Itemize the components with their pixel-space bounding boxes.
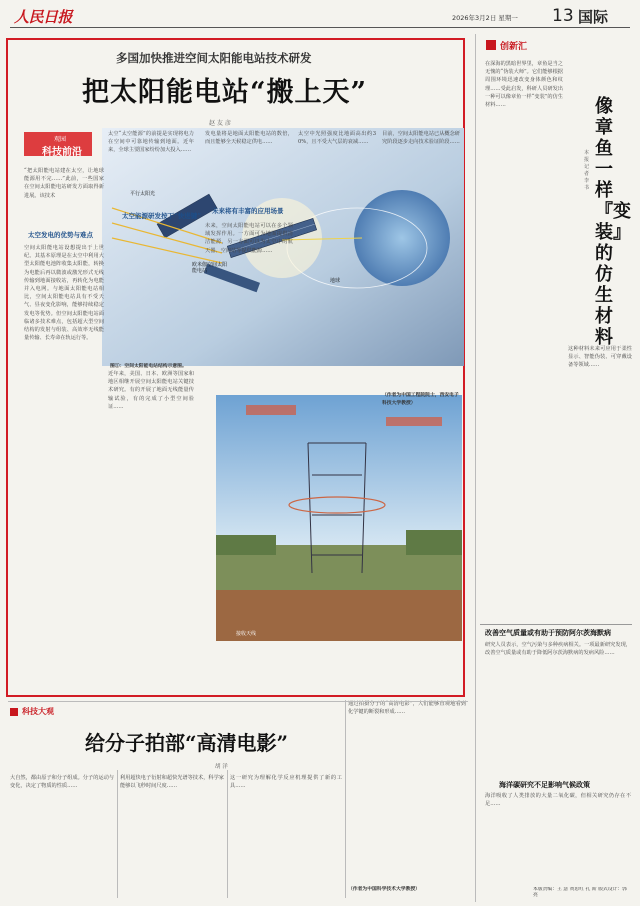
story-1-text: 研究人员表示，空气污染与多种疾病相关。一项最新研究发现，改善空气质量或有助于降低阿尔茨海默病的发病风险…… xyxy=(485,642,631,657)
bionic-byline: 本报记者 李 书 xyxy=(584,150,590,191)
figure-label-earth: 地球 xyxy=(330,278,341,284)
molecule-headline: 给分子拍部“高清电影” xyxy=(85,731,289,755)
photo-label-antenna: 接收天线 xyxy=(236,631,257,637)
main-lead-text: “把太阳能电站建在太空，让地球能源用不完……”此前，一些国家在空间太阳能电站研发方面取得新进展。该技术 xyxy=(24,168,104,199)
article-byline: 赵 友 彦 xyxy=(209,120,231,127)
subhead-applications: 未来将有丰富的应用场景 xyxy=(212,207,284,215)
issue-date: 2026年3月2日 星期一 xyxy=(452,14,518,22)
main-bottom-rule xyxy=(8,701,468,702)
innovation-section-label: 创新汇 xyxy=(500,42,528,52)
section-badge-label: 科技前沿 xyxy=(42,147,82,158)
science-label-icon xyxy=(10,708,18,716)
figure-label-station: 欧米伽空间太阳能电站 xyxy=(192,262,228,274)
receiving-antenna-photo xyxy=(216,395,462,641)
editor-credits: 本版责编：王 慧 黄思红 孔 斯 版式设计：郭 亮 xyxy=(533,887,627,899)
main-col1-text: 空间太阳能电站设想提出于上世纪。其基本原理是在太空中利用大型太阳能电池阵收集太阳能，转换为电能后再以微波或激光形式无线传输到地面接收站，再转化为电能并入电网。与地面太阳能电站相比，空间太阳能电站具有不受天气、昼夜变化影响，能够持续稳定发电等优势。但空间太阳能电站面临诸多技术难点，包括超大型空间结构的发射与组装、高效率无线能量传输、长寿命在轨运行等。 xyxy=(24,245,104,342)
molecule-col1-text: 大自然，都由原子和分子组成。分子的运动与变化，决定了物质的性质…… xyxy=(10,775,114,790)
subhead-research: 太空能源研发按下“快进键” xyxy=(122,212,201,220)
molecule-col4-text: 通过拍摄分子的“高清电影”，人们能够直观地看到化学键的断裂和形成…… xyxy=(348,701,466,716)
figure-caption: 图①：空间太阳能电站结构示意图。 xyxy=(110,363,187,369)
molecule-col2-text: 利用超快电子衍射和超快光谱等技术，科学家能够以飞秒时间尺度…… xyxy=(120,775,224,790)
figure-label-sunlight: 平行太阳光 xyxy=(130,191,156,197)
bionic-col2-text: 这种材料未来可应用于柔性显示、智能伪装、可穿戴设备等领域…… xyxy=(568,346,632,369)
subhead-advantages: 太空发电的优势与难点 xyxy=(28,231,93,239)
main-col3-lower-text: 未来，空间太阳能电站可以在多个领域发挥作用。一方面可为地面提供清洁能源，另一方面可以为太空中的航天器、空间站等提供能源…… xyxy=(205,223,293,254)
page-number: 13 xyxy=(552,6,574,26)
article-kicker: 多国加快推进空间太阳能电站技术研发 xyxy=(116,51,312,65)
bionic-col1-text: 在深海的黑暗世界里，章鱼是当之无愧的“伪装大师”。它们能够根据周围环境迅速改变身体颜色和纹理……受此启发，科研人员研发出一种可以像章鱼一样“变装”的仿生材料…… xyxy=(485,61,563,109)
newspaper-logo: 人民日报 xyxy=(14,8,73,26)
column-divider-1 xyxy=(475,34,476,902)
section-badge-small: 观园 xyxy=(54,136,67,143)
page-section-label: 国际 xyxy=(578,8,609,26)
molecule-col3-text: 这一研究为理解化学反应机理提供了新的工具…… xyxy=(230,775,342,790)
article-headline: 把太阳能电站“搬上天” xyxy=(82,77,368,108)
column-divider-4 xyxy=(345,700,346,898)
story-1-headline: 改善空气质量或有助于预防阿尔茨海默病 xyxy=(485,628,611,637)
column-divider-2 xyxy=(117,770,118,898)
story-2-text: 海洋吸收了人类排放的大量二氧化碳，但相关研究仍存在不足…… xyxy=(485,793,631,808)
main-col3-upper-text: 发电量将是地面太阳能电站的数倍，而且能够全天候稳定供电…… xyxy=(205,131,293,146)
main-col2-lower-text: 近年来，美国、日本、欧洲等国家和地区相继开展空间太阳能电站关键技术研究。有的开展了地面无线能量传输试验，有的完成了小型空间验证…… xyxy=(108,371,194,410)
story-2-headline: 海洋碳研究不足影响气候政策 xyxy=(499,780,590,789)
column-divider-3 xyxy=(227,770,228,898)
science-section-label: 科技大观 xyxy=(22,706,54,716)
main-col5-text: 目前，空间太阳能电站已从概念研究阶段逐步走向技术验证阶段…… xyxy=(382,131,460,146)
article-credit: （作者为中国工程院院士，西安电子科技大学教授） xyxy=(382,392,459,406)
molecule-byline: 胡 洋 xyxy=(215,764,228,770)
innovation-label xyxy=(486,40,496,50)
bionic-headline: 像章鱼一样『变装』的仿生材料 xyxy=(595,96,631,348)
masthead-rule xyxy=(10,27,630,28)
molecule-credit: （作者为中国科学技术大学教授） xyxy=(348,886,420,892)
main-col2-upper-text: 太空“太空能源”的前提是实现将电力在空间中可靠地传输到地面。近年来，全球主要国家纷纷加大投入…… xyxy=(108,131,194,154)
right-column-rule xyxy=(480,624,632,625)
main-col4-text: 太空中光照强度比地面高出约30%，且不受大气层的衰减…… xyxy=(298,131,376,146)
